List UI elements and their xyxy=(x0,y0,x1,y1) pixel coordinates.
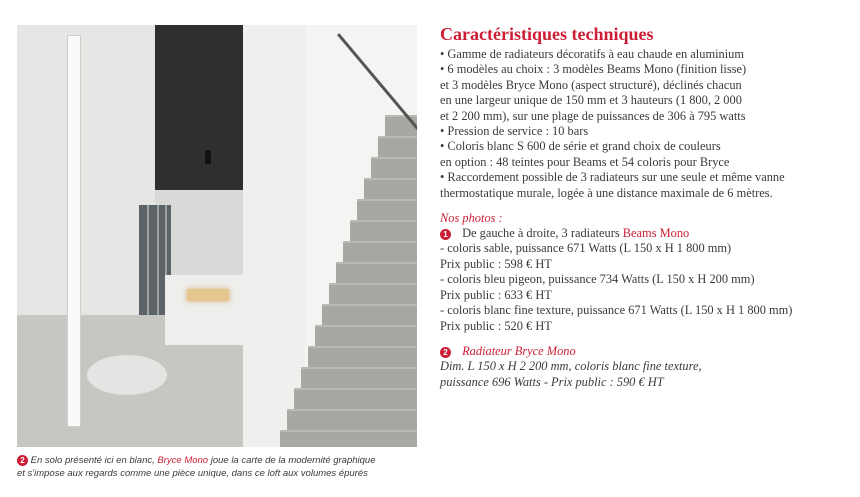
stair-step xyxy=(336,262,417,285)
stair-step xyxy=(343,241,417,264)
spec-line: • Raccordement possible de 3 radiateurs sur une seule et même vanne xyxy=(440,170,785,185)
photo1-line: Prix public : 520 € HT xyxy=(440,318,552,333)
specifications-column xyxy=(440,24,843,390)
photo1-intro-line xyxy=(440,226,843,241)
stair-step xyxy=(371,157,417,180)
stair-step xyxy=(350,220,417,243)
staircase xyxy=(275,95,417,447)
photo1-number: 1 xyxy=(440,229,451,240)
photo1-line: - coloris bleu pigeon, puissance 734 Watts (L 150 x H 200 mm) xyxy=(440,272,755,287)
photo1-line: - coloris sable, puissance 671 Watts (L 150 x H 1 800 mm) xyxy=(440,241,732,256)
caption-text-after: joue la carte de la modernité graphique xyxy=(210,455,376,466)
photo1-intro: De gauche à droite, 3 radiateurs xyxy=(462,226,620,241)
interior-staircase-photo xyxy=(17,25,417,447)
photo2-line1: Dim. L 150 x H 2 200 mm, coloris blanc fine texture, xyxy=(440,359,702,374)
photo1-line: Prix public : 633 € HT xyxy=(440,287,552,302)
stair-step xyxy=(385,115,417,138)
stair-step xyxy=(329,283,417,306)
radiator-bryce-mono xyxy=(67,35,81,427)
stair-step xyxy=(357,199,417,222)
caption-product: Bryce Mono xyxy=(157,455,209,466)
photo2-line2: puissance 696 Watts - Prix public : 590 € HT xyxy=(440,374,664,389)
photo-caption xyxy=(17,454,417,480)
caption-line2: et s'impose aux regards comme une pièce unique, dans ce loft aux volumes épurés xyxy=(17,468,368,479)
photo1-details xyxy=(440,226,843,334)
low-wall xyxy=(165,275,243,345)
spec-line: • Pression de service : 10 bars xyxy=(440,124,589,139)
photos-heading: Nos photos : xyxy=(440,211,503,226)
photo2-title-line xyxy=(440,344,843,359)
stair-step xyxy=(315,325,417,348)
fireplace xyxy=(187,289,229,301)
caption-text-before: En solo présenté ici en blanc, xyxy=(30,455,155,466)
photo1-line: Prix public : 598 € HT xyxy=(440,256,552,271)
spec-line: thermostatique murale, logée à une distance maximale de 6 mètres. xyxy=(440,185,773,200)
photo1-product: Beams Mono xyxy=(622,226,690,241)
spec-line: • Gamme de radiateurs décoratifs à eau chaude en aluminium xyxy=(440,47,744,61)
caption-number: 2 xyxy=(17,455,28,466)
spec-line: • 6 modèles au choix : 3 modèles Beams Mono (finition lisse) xyxy=(440,62,747,77)
stair-step xyxy=(287,409,417,432)
stair-step xyxy=(280,430,417,447)
stair-step xyxy=(364,178,417,201)
stair-step xyxy=(308,346,417,369)
photo2-title: Radiateur Bryce Mono xyxy=(462,343,576,358)
spec-line: et 3 modèles Bryce Mono (aspect structuré), déclinés chacun xyxy=(440,77,742,92)
photo2-details xyxy=(440,344,843,390)
spec-line: • Coloris blanc S 600 de série et grand choix de couleurs xyxy=(440,139,721,154)
specs-list xyxy=(440,47,843,201)
spec-line: en option : 48 teintes pour Beams et 54 coloris pour Bryce xyxy=(440,154,730,169)
stair-step xyxy=(294,388,417,411)
stair-step xyxy=(301,367,417,390)
spec-line: et 2 200 mm), sur une plage de puissances de 306 à 795 watts xyxy=(440,108,746,123)
ceiling-light xyxy=(205,150,211,164)
photo1-line: - coloris blanc fine texture, puissance 671 Watts (L 150 x H 1 800 mm) xyxy=(440,303,793,318)
photo2-number: 2 xyxy=(440,347,451,358)
stair-step xyxy=(378,136,417,159)
section-title: Caractéristiques techniques xyxy=(440,24,654,44)
stair-step xyxy=(322,304,417,327)
spec-line: en une largeur unique de 150 mm et 3 hauteurs (1 800, 2 000 xyxy=(440,93,742,108)
